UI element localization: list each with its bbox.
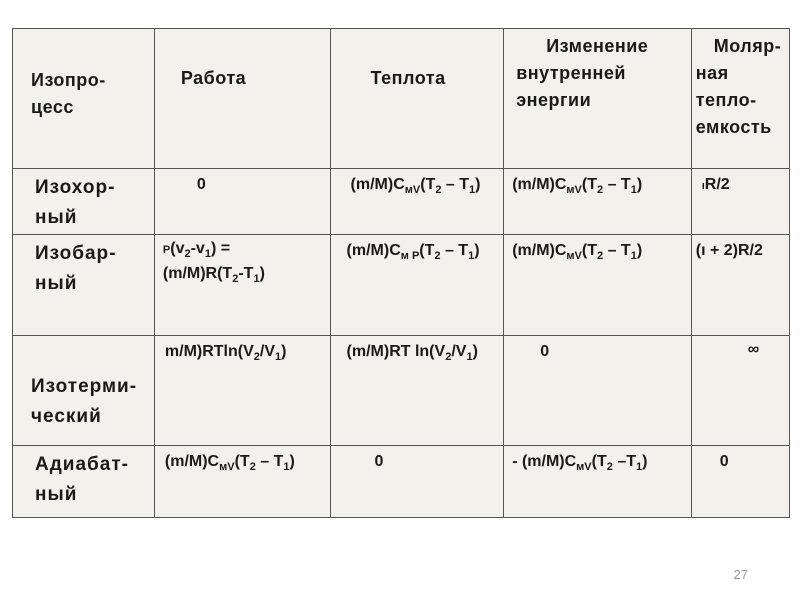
page-number: 27: [733, 567, 748, 582]
row-isothermal: [13, 335, 790, 445]
cell-value: 0: [540, 342, 550, 360]
header-row: [13, 29, 790, 169]
row-label-line: ный: [35, 273, 78, 295]
isobaric-label: [13, 235, 155, 335]
header-process: [13, 29, 155, 169]
header-internal-energy: [504, 29, 692, 169]
formula: - $(m/M)C_{мV}(T_2$ $-T_1$): [512, 452, 648, 473]
isochoric-energy: [504, 169, 692, 235]
formula: $P(v_2-v_1)$ = $(m/M)R(T_2-T_1)$: [162, 240, 265, 286]
header-energy-line: внутренней: [516, 63, 626, 83]
adiabatic-label: [13, 445, 155, 517]
formula: (m/M)RT $\ln(V_2/V_1)$: [346, 342, 478, 363]
header-heat-label: Теплота: [370, 68, 446, 88]
row-adiabatic: [13, 445, 790, 517]
isobaric-molar: [691, 235, 789, 335]
row-label-line: ческий: [31, 405, 102, 427]
isothermal-molar: [691, 335, 789, 445]
cell-value: 0: [719, 452, 729, 470]
isochoric-heat: [330, 169, 504, 235]
formula: $(m/M)C_{мV}(T_2 - T_1)$: [512, 176, 643, 197]
cell-value: 0: [374, 452, 384, 470]
header-molar-heat: [691, 29, 789, 169]
header-energy-line: энергии: [516, 90, 592, 110]
header-energy-line: Изменение: [546, 36, 649, 56]
row-label-line: ный: [35, 483, 78, 505]
formula: $(m/M)C_{мV}(T_2 - T_1)$: [512, 242, 643, 263]
formula: ıR/2: [701, 176, 730, 194]
header-work-label: Работа: [180, 68, 247, 88]
isobaric-heat: [330, 235, 504, 335]
header-heat: [330, 29, 504, 169]
isothermal-label: [13, 335, 155, 445]
isochoric-label: [13, 169, 155, 235]
header-work: [154, 29, 330, 169]
infinity-symbol: ∞: [747, 340, 760, 358]
row-isochoric: [13, 169, 790, 235]
row-label-line: Адиабат-: [35, 453, 129, 475]
header-molar-line: ная: [695, 63, 729, 83]
row-isobaric: [13, 235, 790, 335]
isochoric-work: [154, 169, 330, 235]
adiabatic-heat: [330, 445, 504, 517]
isothermal-energy: [504, 335, 692, 445]
isothermal-work: [154, 335, 330, 445]
header-molar-line: Моляр-: [713, 36, 782, 56]
adiabatic-energy: [504, 445, 692, 517]
formula: $(m/M)C_{мV}(T_2 - T_1)$: [164, 452, 295, 473]
header-molar-line: емкость: [695, 117, 772, 137]
isobaric-energy: [504, 235, 692, 335]
row-label-line: ный: [35, 207, 78, 229]
header-process-line: цесс: [31, 97, 74, 117]
row-label-line: Изотерми-: [31, 375, 138, 397]
cell-value: 0: [196, 176, 206, 194]
row-label-line: Изохор-: [35, 177, 116, 199]
header-molar-line: тепло-: [695, 90, 757, 110]
row-label-line: Изобар-: [35, 243, 117, 265]
formula: $m/M)RTln(V_2/V_1)$: [164, 342, 287, 363]
isochoric-molar: [691, 169, 789, 235]
thermodynamic-processes-table: [12, 28, 790, 518]
isothermal-heat: [330, 335, 504, 445]
header-process-line: Изопро-: [31, 70, 106, 90]
formula: $(m/M)C_{м P}(T_2 - T_1)$: [346, 242, 480, 263]
adiabatic-molar: [691, 445, 789, 517]
adiabatic-work: [154, 445, 330, 517]
formula: $(m/M)C_{мV}(T_2 - T_1)$: [350, 176, 481, 197]
isobaric-work: [154, 235, 330, 335]
formula: (ı + 2)R/2: [695, 242, 763, 260]
